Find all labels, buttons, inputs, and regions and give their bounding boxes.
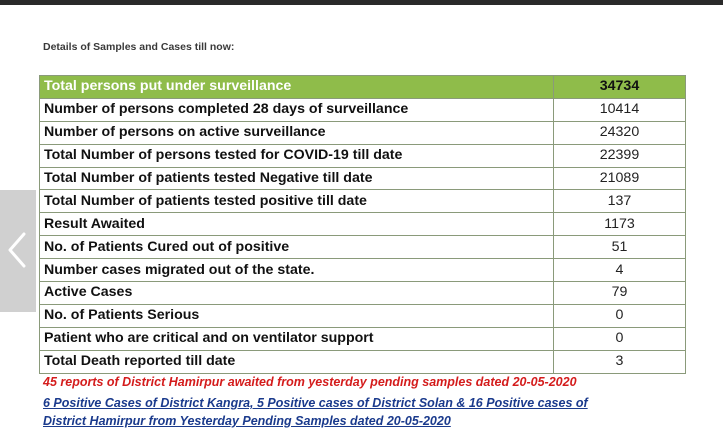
row-value: 79 [554,282,686,305]
row-label: Total Number of patients tested Negative till date [40,167,554,190]
row-label: Number of persons on active surveillance [40,121,554,144]
table-row [40,327,686,350]
row-value: 1173 [554,213,686,236]
row-value: 34734 [554,76,686,99]
table-row [40,350,686,373]
row-label: Total Death reported till date [40,350,554,373]
positive-cases-note-line2[interactable]: District Hamirpur from Yesterday Pending Samples dated 20-05-2020 [43,414,451,428]
row-label: Total Number of persons tested for COVID-19 till date [40,144,554,167]
table-row [40,76,686,99]
table-row [40,259,686,282]
row-label: Number of persons completed 28 days of surveillance [40,98,554,121]
table-row [40,98,686,121]
previous-slide-button[interactable] [0,190,36,312]
table-row [40,304,686,327]
cases-table [39,75,686,374]
document-page [18,5,708,428]
table-row [40,213,686,236]
row-value: 0 [554,327,686,350]
row-value: 3 [554,350,686,373]
pending-samples-note: 45 reports of District Hamirpur awaited from yesterday pending samples dated 20-05-2020 [43,375,577,389]
row-label: Number cases migrated out of the state. [40,259,554,282]
row-value: 10414 [554,98,686,121]
table-row [40,190,686,213]
row-value: 0 [554,304,686,327]
row-label: Total persons put under surveillance [40,76,554,99]
row-value: 4 [554,259,686,282]
row-label: No. of Patients Serious [40,304,554,327]
row-label: Patient who are critical and on ventilator support [40,327,554,350]
table-row [40,144,686,167]
row-label: Total Number of patients tested positive till date [40,190,554,213]
table-row [40,282,686,305]
table-row [40,236,686,259]
table-row [40,121,686,144]
row-label: Result Awaited [40,213,554,236]
section-heading: Details of Samples and Cases till now: [43,41,235,53]
row-value: 22399 [554,144,686,167]
chevron-left-icon [4,230,30,270]
positive-cases-note-line1[interactable]: 6 Positive Cases of District Kangra, 5 Positive cases of District Solan & 16 Positive cases of [43,396,588,410]
row-label: Active Cases [40,282,554,305]
table-row [40,167,686,190]
row-label: No. of Patients Cured out of positive [40,236,554,259]
row-value: 24320 [554,121,686,144]
row-value: 21089 [554,167,686,190]
row-value: 51 [554,236,686,259]
row-value: 137 [554,190,686,213]
